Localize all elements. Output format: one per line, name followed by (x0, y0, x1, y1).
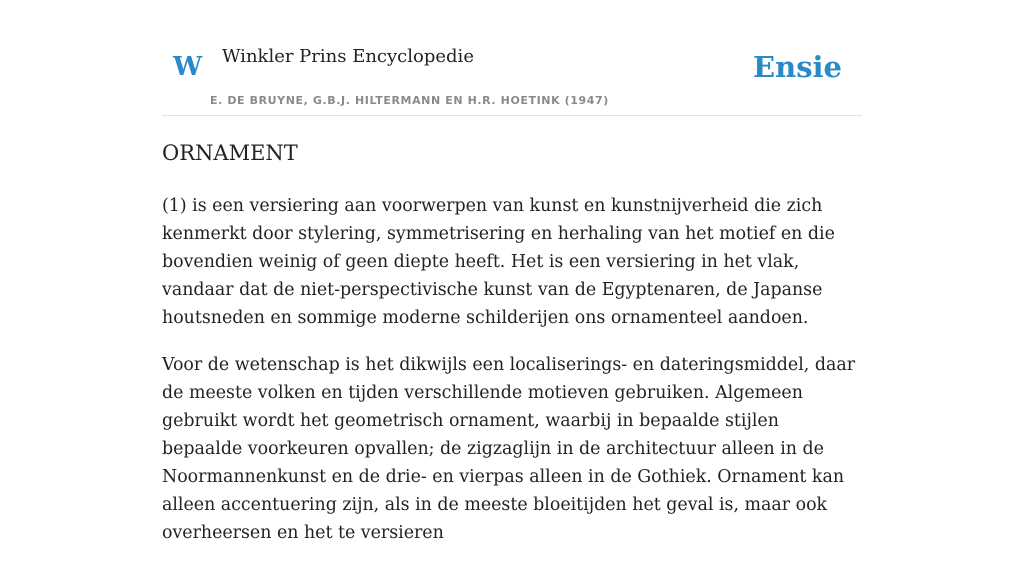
header-divider (162, 115, 862, 116)
article-paragraph: (1) is een versiering aan voorwerpen van kunst en kunstnijverheid die zich kenmerkt door stylering, symmetrisering en herhaling van het motief en die bovendien weinig of geen diepte heeft. Het is een versiering in het vlak, vandaar dat de niet-perspectivische kunst van de Egyptenaren, de Japanse houtsneden en sommige moderne schilderijen ons ornamenteel aandoen. (162, 196, 835, 328)
site-title: Winkler Prins Encyclopedie (222, 46, 474, 67)
encyclopedia-logo[interactable]: W (173, 52, 203, 82)
article-title: ORNAMENT (162, 141, 298, 165)
ensie-home-link[interactable]: Ensie (753, 50, 842, 84)
authors-line: E. DE BRUYNE, G.B.J. HILTERMANN EN H.R. HOETINK (1947) (210, 94, 609, 107)
article-body (162, 192, 862, 566)
article-paragraph: Voor de wetenschap is het dikwijls een localiserings- en dateringsmiddel, daar de meeste volken en tijden verschillende motieven gebruiken. Algemeen gebruikt wordt het geometrisch ornament, waarbij in bepaalde stijlen bepaalde voorkeuren opvallen; de zigzaglijn in de architectuur alleen in de Noormannenkunst en de drie- en vierpas alleen in de Gothiek. Ornament kan alleen accentuering zijn, als in de meeste bloeitijden het geval is, maar ook overheersen en het te versieren (162, 355, 856, 543)
